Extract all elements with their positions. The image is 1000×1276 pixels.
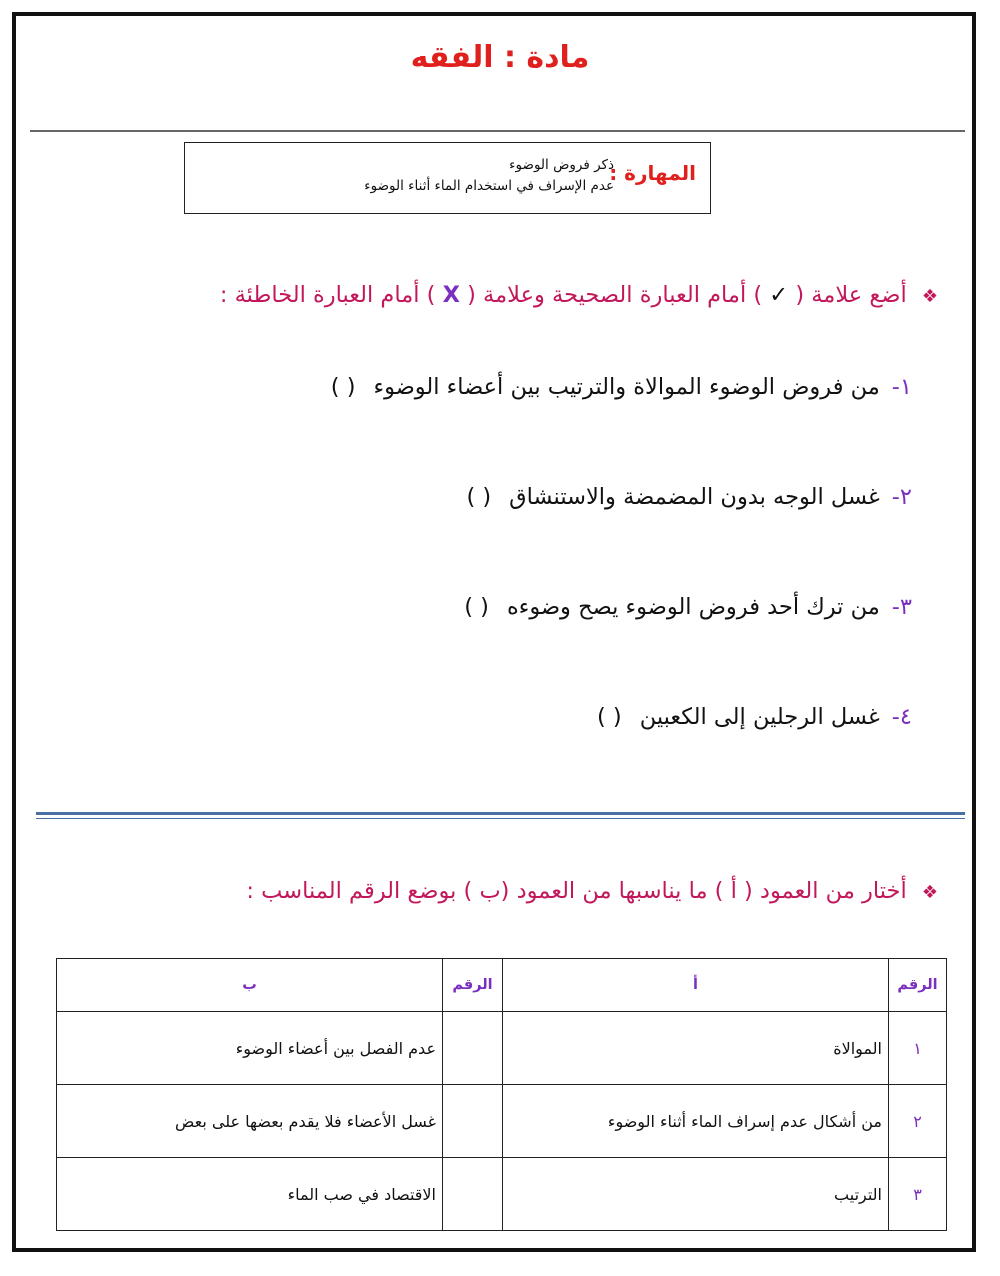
answer-cell[interactable] — [443, 1012, 503, 1085]
instruction-matching — [246, 878, 938, 904]
row-number: ٢ — [889, 1085, 947, 1158]
row-number: ١ — [889, 1012, 947, 1085]
skill-lines — [364, 155, 614, 197]
matching-table — [56, 958, 947, 1231]
question-number: ١- — [891, 374, 912, 400]
question-number: ٢- — [891, 484, 912, 510]
answer-blank[interactable]: ( ) — [596, 704, 622, 730]
skill-line-1: ذكر فروض الوضوء — [509, 157, 614, 173]
question-text: من فروض الوضوء الموالاة والترتيب بين أعضاء الوضوء — [373, 374, 880, 400]
table-row — [57, 1085, 947, 1158]
table-header-row — [57, 959, 947, 1012]
header-num-a: الرقم — [889, 959, 947, 1012]
row-number: ٣ — [889, 1158, 947, 1231]
diamond-bullet-icon: ❖ — [921, 286, 938, 307]
answer-blank[interactable]: ( ) — [466, 484, 492, 510]
col-b-cell: غسل الأعضاء فلا يقدم بعضها على بعض — [57, 1085, 443, 1158]
table-row — [57, 1012, 947, 1085]
col-a-cell: الترتيب — [503, 1158, 889, 1231]
col-b-cell: عدم الفصل بين أعضاء الوضوء — [57, 1012, 443, 1085]
question-2 — [466, 484, 912, 510]
question-text: من ترك أحد فروض الوضوء يصح وضوءه — [506, 594, 880, 620]
answer-blank[interactable]: ( ) — [464, 594, 489, 620]
skill-line-2: عدم الإسراف في استخدام الماء أثناء الوضوء — [364, 178, 614, 194]
answer-cell[interactable] — [443, 1085, 503, 1158]
instruction-true-false — [220, 282, 938, 308]
question-number: ٤- — [891, 704, 912, 730]
instruction-part-2: ) أمام العبارة الصحيحة وعلامة ( — [467, 282, 763, 308]
header-col-b: ب — [57, 959, 443, 1012]
diamond-bullet-icon: ❖ — [921, 882, 938, 903]
instruction-part-1: أضع علامة ( — [795, 282, 907, 308]
question-number: ٣- — [891, 594, 912, 620]
answer-blank[interactable]: ( ) — [330, 374, 356, 400]
table-row — [57, 1158, 947, 1231]
answer-cell[interactable] — [443, 1158, 503, 1231]
header-col-a: أ — [503, 959, 889, 1012]
section-divider-thin — [36, 818, 965, 819]
skill-label: المهارة : — [609, 161, 696, 185]
section-divider — [36, 812, 965, 815]
question-4 — [597, 704, 912, 730]
page-title: مادة : الفقه — [410, 40, 590, 75]
x-mark-icon: X — [442, 282, 460, 308]
skill-box — [184, 142, 711, 214]
instruction-text: أختار من العمود ( أ ) ما يناسبها من العمود (ب ) بوضع الرقم المناسب : — [246, 878, 907, 904]
header-num-b: الرقم — [443, 959, 503, 1012]
col-a-cell: الموالاة — [503, 1012, 889, 1085]
question-3 — [464, 594, 912, 620]
question-text: غسل الرجلين إلى الكعبين — [639, 704, 880, 730]
instruction-part-3: ) أمام العبارة الخاطئة : — [219, 282, 436, 308]
col-b-cell: الاقتصاد في صب الماء — [57, 1158, 443, 1231]
question-1 — [331, 374, 912, 400]
check-mark-icon: ✓ — [769, 282, 789, 308]
question-text: غسل الوجه بدون المضمضة والاستنشاق — [509, 484, 880, 510]
col-a-cell: من أشكال عدم إسراف الماء أثناء الوضوء — [503, 1085, 889, 1158]
top-rule — [30, 130, 965, 132]
